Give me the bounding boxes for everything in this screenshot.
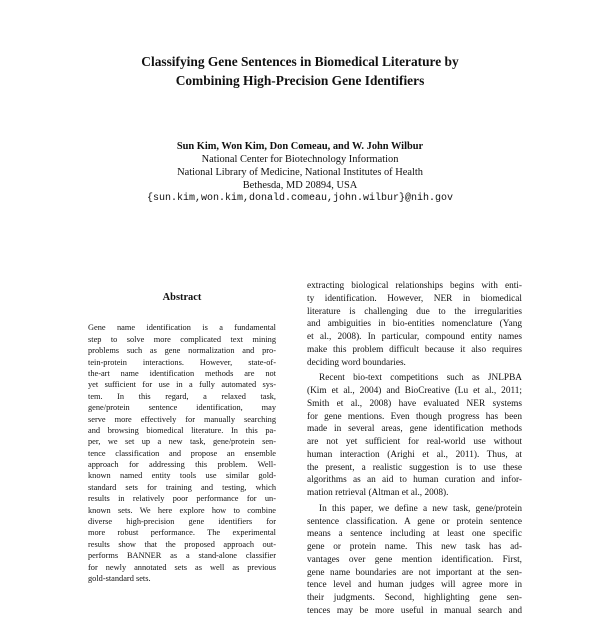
abstract-line: results show that the proposed approach out- (88, 539, 276, 549)
author-names: Sun Kim, Won Kim, Don Comeau, and W. John Wilbur (176, 141, 424, 152)
body-line: gene name boundaries are not important at the sen- (307, 567, 522, 578)
body-line: deciding word boundaries. (307, 357, 406, 368)
body-line: are not yet sufficient for real-world use without (307, 437, 522, 447)
abstract-line: gene/protein sentence identification, may (88, 403, 276, 413)
abstract-line: tem. In this regard, a relaxed task, (88, 391, 276, 401)
affiliation-line: National Center for Biotechnology Information (201, 154, 399, 165)
body-line: vantages over gene mention identification. First, (307, 554, 522, 565)
body-line: made in several areas, gene identification methods (307, 424, 522, 435)
abstract-line: known sets. We here explore how to combine (88, 505, 276, 515)
abstract-line: tence classification and propose an ensemble (88, 448, 276, 458)
abstract-line: known named entity tools use similar gold- (88, 471, 276, 481)
body-line: make this problem difficult because it also requires (307, 344, 522, 355)
body-line: et al., 2008). In particular, compound entity names (307, 332, 522, 342)
abstract-line: tein-protein interactions. However, state-of- (88, 357, 276, 367)
body-line: gene or protein name. This new task has ad- (307, 542, 522, 552)
abstract-line: approach for addressing this problem. Well- (88, 460, 276, 470)
body-line: the present, a realistic suggestion is to use these (307, 462, 522, 473)
abstract-heading: Abstract (162, 292, 202, 303)
body-line: for gene mentions. Even though progress has been (307, 411, 522, 422)
abstract-line: results in relatively poor performance for un- (88, 494, 276, 504)
abstract-line: Gene name identification is a fundamental (88, 323, 276, 333)
title-line-2: Combining High-Precision Gene Identifiers (175, 73, 425, 88)
body-line: In this paper, we define a new task, gene/protein (319, 503, 522, 514)
body-line: mation retrieval (Altman et al., 2008). (307, 488, 449, 498)
abstract-line: yet sufficient for use in a fully automated sys- (88, 380, 276, 390)
abstract-line: serve more effectively for manually searching (88, 414, 276, 424)
abstract-line: problems such as gene normalization and pro- (88, 346, 276, 356)
body-line: means a sentence including at least one specific (307, 529, 522, 540)
body-line: sentence classification. A gene or protein sentence (307, 516, 522, 527)
body-paragraph (307, 372, 522, 500)
abstract-line: more robust performance. The experimental (88, 528, 276, 538)
body-line: ty identification. However, NER in biomedical (307, 293, 522, 304)
body-line: literature is challenging due to the irregularities (307, 306, 522, 317)
abstract-line: gold-standard sets. (88, 574, 151, 583)
abstract-line: standard sets for training and testing, which (88, 482, 276, 492)
author-email: {sun.kim,won.kim,donald.comeau,john.wilbur}@nih.gov (146, 193, 454, 204)
title-line-1: Classifying Gene Sentences in Biomedical Literature by (141, 54, 459, 69)
body-line: algorithms as an aid to human curation and infor- (307, 475, 522, 486)
abstract-line: performs BANNER as a stand-alone classifier (88, 551, 276, 561)
body-line: their judgments. Second, highlighting gene sen- (307, 593, 522, 603)
body-line: extracting biological relationships begins with enti- (307, 281, 522, 291)
body-text (307, 280, 522, 618)
body-line: Smith et al., 2008) have evaluated NER systems (307, 398, 522, 409)
body-line: Recent bio-text competitions such as JNLPBA (319, 373, 522, 384)
body-line: tences may be more useful in manual search and (307, 605, 522, 616)
body-line: tence level and human judges will agree more in (307, 580, 522, 591)
body-line: human interaction (Arighi et al., 2011). Thus, at (307, 449, 522, 460)
body-paragraph (307, 280, 522, 369)
abstract-line: diverse high-precision gene identifiers for (88, 517, 276, 527)
body-line: and ambiguities in bio-entities nomenclature (Yang (307, 319, 522, 330)
author-block (0, 140, 600, 205)
affiliation-line: National Library of Medicine, National Institutes of Health (177, 167, 423, 178)
abstract-column (88, 292, 276, 584)
body-line: (Kim et al., 2004) and BioCreative (Lu et al., 2011; (307, 386, 522, 396)
abstract-line: for newly annotated sets as well as previous (88, 562, 276, 572)
affiliation-line: Bethesda, MD 20894, USA (242, 180, 358, 191)
abstract-line: the-art name identification methods are not (88, 368, 276, 378)
abstract-body (88, 322, 276, 584)
body-column (307, 280, 522, 618)
abstract-line: per, we set up a new task, gene/protein sen- (88, 437, 276, 447)
paper-title (0, 52, 600, 90)
abstract-line: and browsing biomedical literature. In this pa- (88, 425, 276, 435)
abstract-line: step to solve more complicated text mining (88, 334, 276, 344)
body-paragraph (307, 503, 522, 618)
